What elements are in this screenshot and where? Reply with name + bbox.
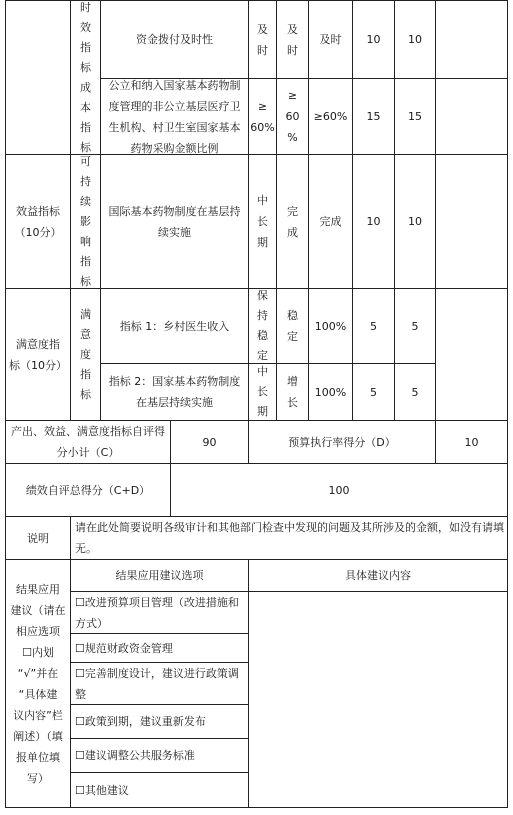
satisfaction-indicator-label: 满意度指 标（10分） bbox=[9, 337, 67, 372]
benefit-weight: 10 bbox=[366, 215, 381, 228]
subtotal-value: 90 bbox=[202, 435, 217, 449]
note-text: 请在此处简要说明各级审计和其他部门检查中发现的问题及其所涉及的金额，如没有请填无。 bbox=[75, 521, 504, 555]
timely-cost-indicator-label: 时 效 指 标 成 本 指 标 bbox=[80, 0, 91, 154]
benefit-indicator-label: 效益指标 （10分） bbox=[14, 204, 62, 239]
result-application-label: 结果应用 建议（请在 相应选项 ☐内划 “√”并在 “具体建 议内容”栏 阐述）（填 报单位填 写） bbox=[10, 582, 66, 785]
sustainable-impact-label: 可 持 续 影 响 指 标 bbox=[80, 154, 91, 288]
sat-item1-actual-text: 100% bbox=[314, 319, 347, 333]
item-drug-system-sustained: 指标 2：国家基本药物制度在基层持续实施 bbox=[108, 375, 241, 409]
sat-item2-weight: 5 bbox=[370, 385, 377, 399]
item-drug-procurement-ratio: 公立和纳入国家基本药物制度管理的非公立基层医疗卫生机构、村卫生室国家基本药物采购金额比例 bbox=[108, 78, 241, 155]
item1-remark bbox=[435, 0, 508, 79]
sat-item2-actual-value: 增 长 bbox=[287, 375, 298, 409]
benefit-target: 中 长 期 bbox=[257, 194, 268, 249]
item2-weight: 15 bbox=[366, 110, 381, 123]
benefit-actual-value: 完 成 bbox=[287, 204, 298, 239]
cell-primary-empty bbox=[5, 0, 71, 155]
item-essential-drug-system: 国际基本药物制度在基层持续实施 bbox=[108, 204, 241, 239]
benefit-remark bbox=[435, 154, 508, 289]
satisfaction-secondary-label: 满 意 度 指 标 bbox=[80, 307, 91, 401]
note-label: 说明 bbox=[27, 531, 49, 545]
item2-score: 15 bbox=[408, 110, 422, 123]
item1-actual-value: 及 时 bbox=[287, 22, 298, 57]
options-header: 结果应用建议选项 bbox=[115, 569, 204, 582]
item-doctor-income: 指标 1：乡村医生收入 bbox=[119, 319, 230, 333]
item2-remark bbox=[435, 78, 508, 155]
sat-item2-score: 5 bbox=[411, 385, 419, 399]
option-improve-budget-management[interactable]: ☐改进预算项目管理（改进措施和方式） bbox=[75, 595, 239, 630]
sat-item1-actual-value: 稳 定 bbox=[287, 309, 298, 343]
item1-score: 10 bbox=[408, 33, 422, 46]
item2-target: ≥ 60% bbox=[250, 99, 275, 134]
sat-item1-weight: 5 bbox=[370, 319, 377, 333]
subtotal-label: 产出、效益、满意度指标自评得分小计（C） bbox=[11, 425, 165, 459]
benefit-actual-text: 完成 bbox=[319, 215, 342, 228]
satisfaction-remark bbox=[435, 288, 508, 421]
budget-execution-value: 10 bbox=[464, 435, 479, 449]
budget-execution-label: 预算执行率得分（D） bbox=[288, 435, 396, 449]
sat-item2-actual-text: 100% bbox=[314, 385, 347, 399]
option-policy-republish[interactable]: ☐政策到期，建议重新发布 bbox=[75, 715, 206, 728]
benefit-score: 10 bbox=[408, 215, 422, 228]
sat-item1-target: 保 持 稳 定 bbox=[257, 289, 268, 362]
item2-actual-value: ≥ 60 % bbox=[285, 89, 300, 144]
sat-item2-target: 中 长 期 bbox=[257, 365, 268, 418]
total-score-label: 绩效自评总得分（C+D） bbox=[25, 483, 151, 497]
item1-weight: 10 bbox=[366, 33, 381, 46]
item1-actual-text: 及时 bbox=[319, 33, 342, 46]
sat-item1-score: 5 bbox=[411, 319, 419, 333]
content-header: 具体建议内容 bbox=[345, 569, 411, 582]
specific-suggestion-content[interactable] bbox=[248, 591, 508, 808]
option-adjust-service-standard[interactable]: ☐建议调整公共服务标准 bbox=[75, 749, 195, 762]
item-fund-timeliness: 资金拨付及时性 bbox=[136, 33, 213, 46]
option-improve-system-design[interactable]: ☐完善制度设计，建议进行政策调整 bbox=[75, 666, 239, 701]
total-score-value: 100 bbox=[328, 483, 350, 497]
option-standardize-fund-management[interactable]: ☐规范财政资金管理 bbox=[75, 641, 173, 655]
item1-target: 及 时 bbox=[257, 22, 268, 57]
item2-actual-text: ≥60% bbox=[313, 110, 348, 123]
option-other-suggestion[interactable]: ☐其他建议 bbox=[75, 783, 129, 797]
